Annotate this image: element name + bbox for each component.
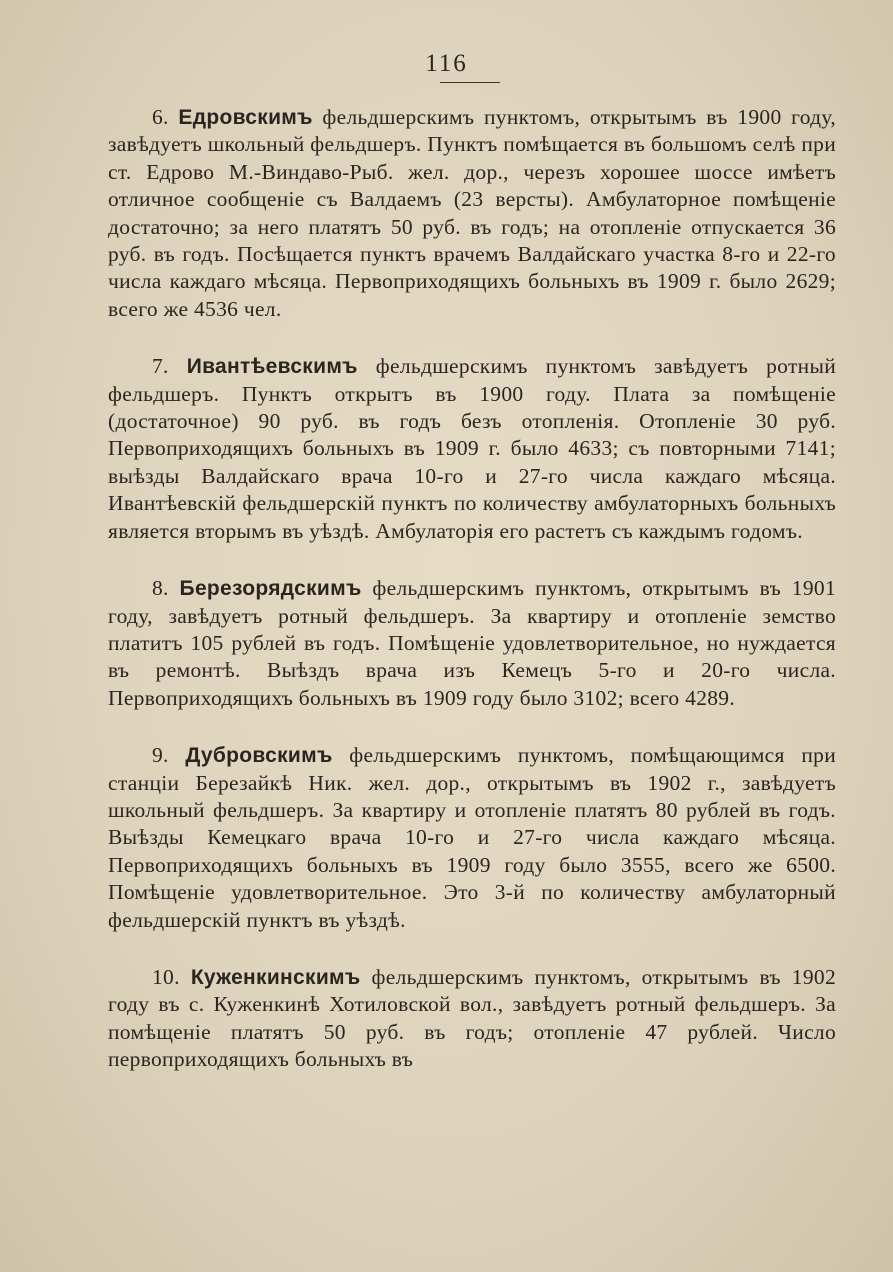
paragraph-10 [108,964,836,1074]
paragraph-lead-word: Ивантѣевскимъ [186,355,358,379]
paragraph-lead-word: Дубровскимъ [185,744,333,768]
page-number: 116 [425,50,468,77]
paragraph-text: фельдшерскимъ пунктомъ завѣдуетъ ротный фельдшеръ. Пунктъ открытъ въ 1900 году. Плата за помѣщеніе (достаточное) 90 руб. въ годъ безъ отопленія. Отопленіе 30 руб. Первоприходящихъ больныхъ въ 1909 г. было 4633; съ повторными 7141; выѣзды Валдайскаго врача 10-го и 27-го числа каждаго мѣсяца. Ивантѣевскій фельдшерскій пунктъ по количеству амбулаторныхъ больныхъ является вторымъ въ уѣздѣ. Амбулаторія его растетъ съ каждымъ годомъ. [108,354,836,543]
paragraph-text: фельдшерскимъ пунктомъ, открытымъ въ 1901 году, завѣдуетъ ротный фельдшеръ. За квартиру и отопленіе земство платитъ 105 рублей въ годъ. Помѣщеніе удовлетворительное, но нуждается въ ремонтѣ. Выѣздъ врача изъ Кемецъ 5-го и 20-го числа. Первоприходящихъ больныхъ въ 1909 году было 3102; всего 4289. [108,576,837,710]
page-number-underline [440,82,500,83]
paragraph-number: 9. [152,743,186,768]
paragraph-number: 6. [152,105,179,129]
paragraph-number: 7. [152,354,187,379]
body-text [108,104,836,1104]
paragraph-text: фельдшерскимъ пунктомъ, открытымъ въ 1900 году, завѣдуетъ школьный фельдшеръ. Пунктъ помѣщается въ большомъ селѣ при ст. Едрово М.-Виндаво-Рыб. жел. дор., черезъ хорошее шоссе имѣетъ отличное сообщеніе съ Валдаемъ (23 версты). Амбулаторное помѣщеніе достаточно; за него платятъ 50 руб. въ годъ; на отопленіе отпускается 36 руб. въ годъ. Посѣщается пунктъ врачемъ Валдайскаго участка 8-го и 22-го числа каждаго мѣсяца. Первоприходящихъ больныхъ въ 1909 г. было 2629; всего же 4536 чел. [108,105,836,321]
paragraph-7 [108,353,836,545]
paragraph-6 [108,104,836,323]
paragraph-text: фельдшерскимъ пунктомъ, помѣщающимся при станціи Березайкѣ Ник. жел. дор., открытымъ въ 1902 г., завѣдуетъ школьный фельдшеръ. За квартиру и отопленіе платятъ 80 рублей въ годъ. Выѣзды Кемецкаго врача 10-го и 27-го числа каждаго мѣсяца. Первоприходящихъ больныхъ въ 1909 году было 3555, всего же 6500. Помѣщеніе удовлетворительное. Это 3-й по количеству амбулаторный фельдшерскій пунктъ въ уѣздѣ. [108,743,836,932]
paragraph-text: фельдшерскимъ пунктомъ, открытымъ въ 1902 году въ с. Куженкинѣ Хотиловской вол., завѣдуетъ ротный фельдшеръ. За помѣщеніе платятъ 50 руб. въ годъ; отопленіе 47 рублей. Число первоприходящихъ больныхъ въ [108,964,837,1072]
paragraph-lead-word: Куженкинскимъ [190,965,361,989]
paragraph-lead-word: Березорядскимъ [179,577,362,601]
paragraph-number: 10. [152,964,191,989]
paragraph-8 [108,575,836,712]
paragraph-lead-word: Едровскимъ [178,106,313,129]
paragraph-9 [108,742,836,934]
paragraph-number: 8. [152,576,180,601]
